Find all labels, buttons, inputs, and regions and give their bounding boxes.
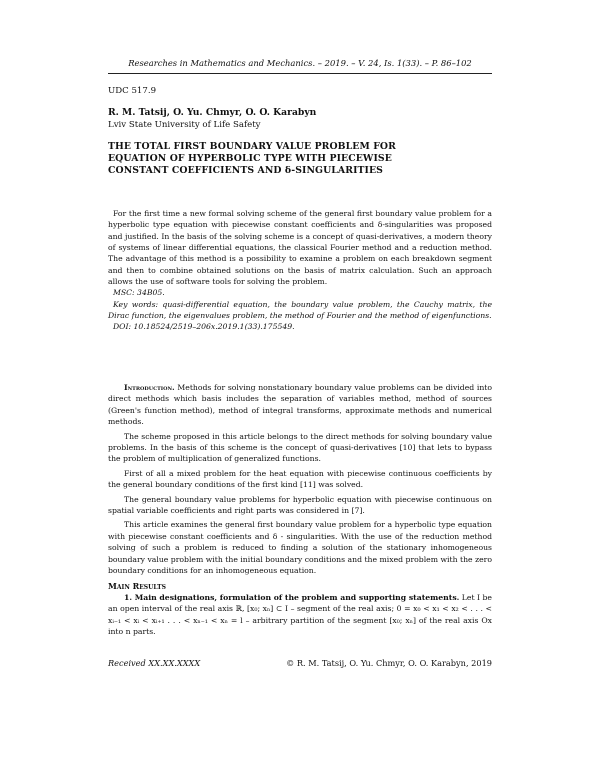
subsection-paragraph: [108, 592, 492, 638]
journal-header: Researches in Mathematics and Mechanics. – 2019. – V. 24, Is. 1(33). – P. 86–102: [128, 58, 472, 68]
intro-text: Methods for solving nonstationary boundary value problems can be divided into direct methods which basis includes the separation of variables method, method of sources (Green's function method), method of integral transforms, approximate methods and numerical methods.: [108, 383, 492, 427]
abstract: [108, 208, 492, 333]
title-line: THE TOTAL FIRST BOUNDARY VALUE PROBLEM FOR: [108, 141, 396, 152]
paper-title: [108, 141, 438, 178]
header-rule: [108, 73, 492, 74]
author-list: R. M. Tatsij, O. Yu. Chmyr, O. O. Karabyn: [108, 107, 317, 118]
affiliation: Lviv State University of Life Safety: [108, 120, 261, 130]
abstract-text: For the first time a new formal solving scheme of the general first boundary value problem for a hyperbolic type equation with piecewise constant coefficients and δ-singularities was proposed and justified. In the basis of the solving scheme is a concept of quasi-derivatives, a modern theory of systems of linear differential equations, the classical Fourier method and a reduction method. The advantage of this method is a possibility to examine a problem on each breakdown segment and then to combine obtained solutions on the basis of matrix calculation. Such an approach allows the use of software tools for solving the problem.: [108, 209, 492, 287]
msc-code: MSC: 34B05.: [113, 288, 165, 298]
body-paragraph: First of all a mixed problem for the heat equation with piecewise continuous coefficients by the general boundary conditions of the first kind [11] was solved.: [108, 468, 492, 490]
title-line: CONSTANT COEFFICIENTS AND δ-SINGULARITIES: [108, 165, 383, 177]
section-heading: Main Results: [108, 580, 166, 591]
intro-label: Introduction.: [124, 383, 175, 392]
subsection-label: 1. Main designations, formulation of the problem and supporting statements.: [124, 592, 460, 602]
body-paragraph: The scheme proposed in this article belongs to the direct methods for solving boundary value problems. In the basis of this scheme is the concept of quasi-derivatives [10] that lets to bypass the problem of multiplication of generalized functions.: [108, 431, 492, 464]
udc-code: UDC 517.9: [108, 86, 157, 96]
body-paragraph: The general boundary value problems for hyperbolic equation with piecewise continuous on spatial variable coefficients and right parts was considered in [7].: [108, 494, 492, 516]
doi: DOI: 10.18524/2519–206x.2019.1(33).175549.: [113, 322, 295, 332]
copyright-notice: © R. M. Tatsij, O. Yu. Chmyr, O. O. Karabyn, 2019: [286, 658, 492, 668]
title-line: EQUATION OF HYPERBOLIC TYPE WITH PIECEWISE: [108, 153, 392, 165]
subsection-text: Let I be an open interval of the real axis ℝ, [x₀; xₙ] ⊂ I – segment of the real axis; 0 = x₀ < x₁ < x₂ < . . . < xᵢ₋₁ < xᵢ < xᵢ₊₁ . . . < xₙ₋₁ < xₙ = l – arbitrary partition of the segment [x₀; xₙ] of the real axis Ox into n parts.: [108, 592, 492, 637]
received-date: Received XX.XX.XXXX: [108, 658, 201, 668]
body-text: [108, 382, 492, 641]
keywords: Key words: quasi-differential equation, the boundary value problem, the Cauchy matrix, the Dirac function, the eigenvalues problem, the method of Fourier and the method of eigenfunctions.: [108, 299, 492, 321]
body-paragraph: This article examines the general first boundary value problem for a hyperbolic type equation with piecewise constant coefficients and δ - singularities. With the use of the reduction method solving of such a problem is reduced to finding a solution of the stationary inhomogeneous boundary value problem with the initial boundary conditions and the mixed problem with the zero boundary conditions for an inhomogeneous equation.: [108, 520, 492, 576]
intro-paragraph: [108, 382, 492, 428]
